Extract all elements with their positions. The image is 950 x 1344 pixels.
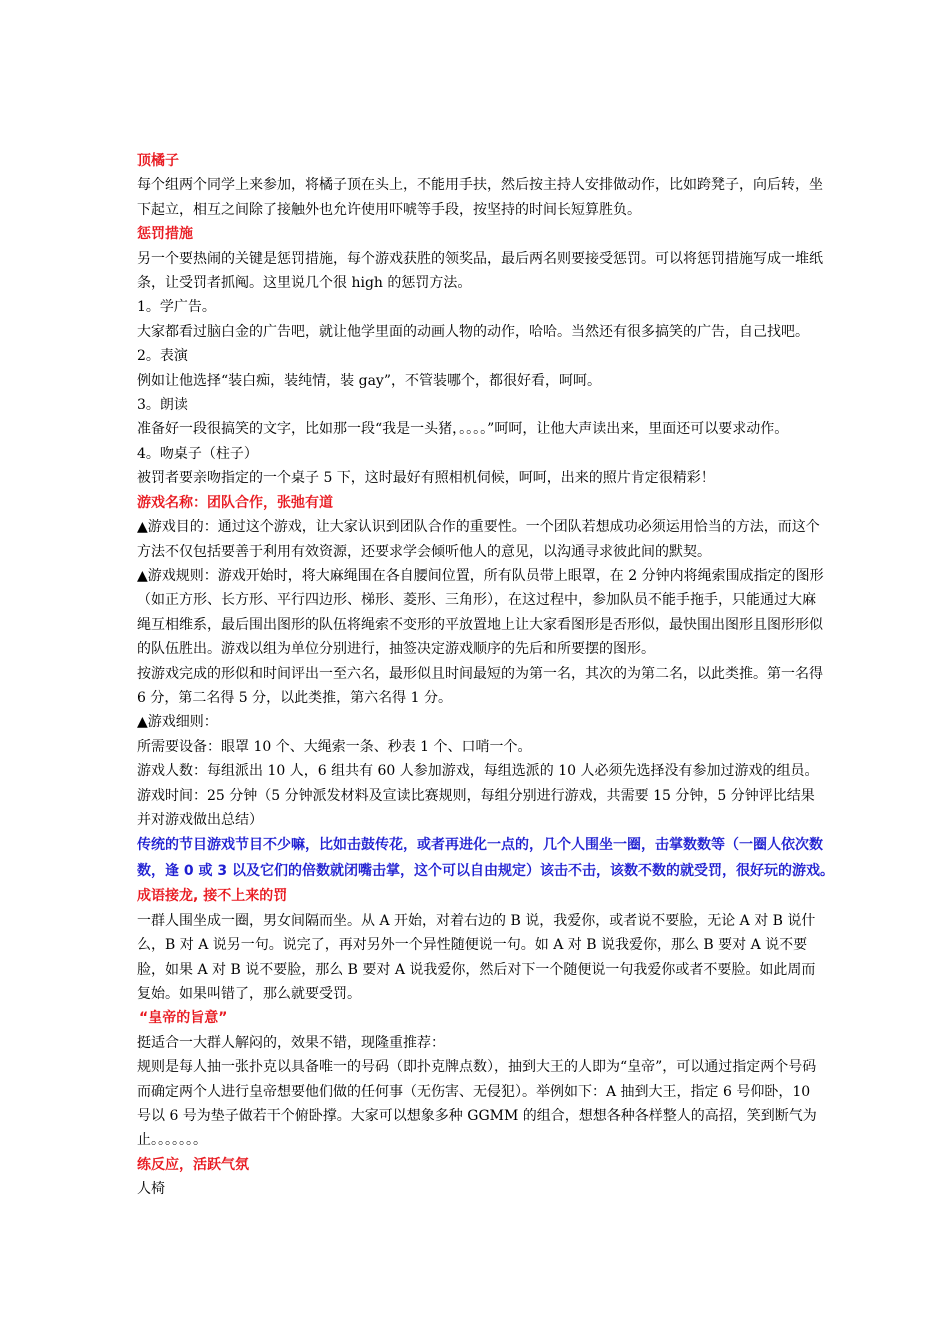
paragraph-game-goal: ▲游戏目的：通过这个游戏，让大家认识到团队合作的重要性。一个团队若想成功必须运用恰当的方法，而这个方法不仅包括要善于利用有效资源，还要求学会倾听他人的意见，以沟通寻求彼此间的默契。	[137, 519, 820, 560]
paragraph-punishment-intro: 另一个要热闹的关键是惩罚措施，每个游戏获胜的领奖品，最后两名则要接受惩罚。可以将惩罚措施写成一堆纸条，让受罚者抓阄。这里说几个很 high 的惩罚方法。	[137, 250, 823, 292]
punishment-item-text: 准备好一段很搞笑的文字，比如那一段“我是一头猪，。。。。”呵呵，让他大声读出来，里面还可以要求动作。	[137, 421, 789, 438]
paragraph-game-time: 游戏时间：25 分钟（5 分钟派发材料及宣读比赛规则，每组分别进行游戏，共需要 15 分钟，5 分钟评比结果并对游戏做出总结）	[137, 787, 815, 828]
section-title-orange-game: 顶橘子	[137, 153, 179, 169]
punishment-item-label: 1。学广告。	[137, 299, 216, 316]
section-title-teamwork: 游戏名称：团队合作，张弛有道	[137, 494, 333, 511]
section-title-punishment: 惩罚措施	[137, 226, 193, 243]
paragraph-idiom-chain: 一群人围坐成一圈，男女间隔而坐。从 A 开始，对着右边的 B 说，我爱你，或者说不要脸，无论 A 对 B 说什么，B 对 A 说另一句。说完了，再对另外一个异性随便说一句。如 A 对 B 说我爱你，那么 B 要对 A 说不要脸，如果 A 对 B 说不要脸，那么 B 要对 A 说我爱你，然后对下一个随便说一句我爱你或者不要脸。如此周而复始。如果叫错了，那么就要受罚。	[137, 912, 816, 1002]
paragraph-game-players: 游戏人数：每组派出 10 人，6 组共有 60 人参加游戏，每组选派的 10 人必须先选择没有参加过游戏的组员。	[137, 763, 819, 780]
paragraph-orange-game: 每个组两个同学上来参加，将橘子顶在头上，不能用手扶，然后按主持人安排做动作，比如跨凳子，向后转，坐下起立，相互之间除了接触外也允许使用吓唬等手段，按坚持的时间长短算胜负。	[137, 177, 823, 218]
punishment-item-label: 2。表演	[137, 348, 188, 365]
paragraph-game-equipment: 所需要设备：眼罩 10 个、大绳索一条、秒表 1 个、口哨一个。	[137, 738, 532, 755]
section-title-emperor-decree: “皇帝的旨意”	[139, 1010, 228, 1027]
punishment-item-text: 例如让他选择“装白痴，装纯情，装 gay”，不管装哪个，都很好看，呵呵。	[137, 372, 601, 389]
section-title-reaction: 练反应，活跃气氛	[137, 1156, 249, 1173]
paragraph-emperor-intro: 挺适合一大群人解闷的，效果不错，现隆重推荐：	[137, 1034, 445, 1051]
document-page	[137, 149, 834, 1202]
paragraph-game-rules: ▲游戏规则：游戏开始时，将大麻绳围在各自腰间位置，所有队员带上眼罩，在 2 分钟内将绳索围成指定的图形（如正方形、长方形、平行四边形、梯形、菱形、三角形），在这过程中，参加队员不能手拖手，只能通过大麻绳互相维系，最后围出图形的队伍将绳索不变形的平放置地上让大家看图形是否形似，最快围出图形且图形形似的队伍胜出。游戏以组为单位分别进行，抽签决定游戏顺序的先后和所要摆的图形。	[137, 567, 824, 658]
punishment-item-text: 大家都看过脑白金的广告吧，就让他学里面的动画人物的动作，哈哈。当然还有很多搞笑的广告，自己找吧。	[137, 323, 809, 340]
paragraph-human-chair: 人椅	[137, 1181, 165, 1198]
paragraph-emperor-rules: 规则是每人抽一张扑克以具备唯一的号码（即扑克牌点数），抽到大王的人即为“皇帝”，可以通过指定两个号码而确定两个人进行皇帝想要他们做的任何事（无伤害、无侵犯）。举例如下：A 抽到大王，指定 6 号仰卧，10 号以 6 号为垫子做若干个俯卧撑。大家可以想象多种 GGMM 的组合，想想各种各样整人的高招，笑到断气为止。。。。。。。	[137, 1059, 817, 1149]
punishment-item-label: 3。朗读	[137, 397, 188, 414]
paragraph-game-scoring: 按游戏完成的形似和时间评出一至六名，最形似且时间最短的为第一名，其次的为第二名，以此类推。第一名得 6 分，第二名得 5 分，以此类推，第六名得 1 分。	[137, 665, 823, 706]
paragraph-traditional-games: 传统的节目游戏节目不少嘛，比如击鼓传花，或者再进化一点的，几个人围坐一圈，击掌数数等（一圈人依次数数，逢 0 或 3 以及它们的倍数就闭嘴击掌，这个可以自由规定）该击不击，该数不数的就受罚，很好玩的游戏。	[137, 837, 834, 880]
punishment-item-label: 4。吻桌子（柱子）	[137, 445, 258, 462]
game-details-label: ▲游戏细则：	[137, 714, 218, 731]
punishment-item-text: 被罚者要亲吻指定的一个桌子 5 下，这时最好有照相机伺候，呵呵，出来的照片肯定很精彩！	[137, 470, 715, 487]
section-title-idiom-chain: 成语接龙, 接不上来的罚	[137, 888, 288, 905]
